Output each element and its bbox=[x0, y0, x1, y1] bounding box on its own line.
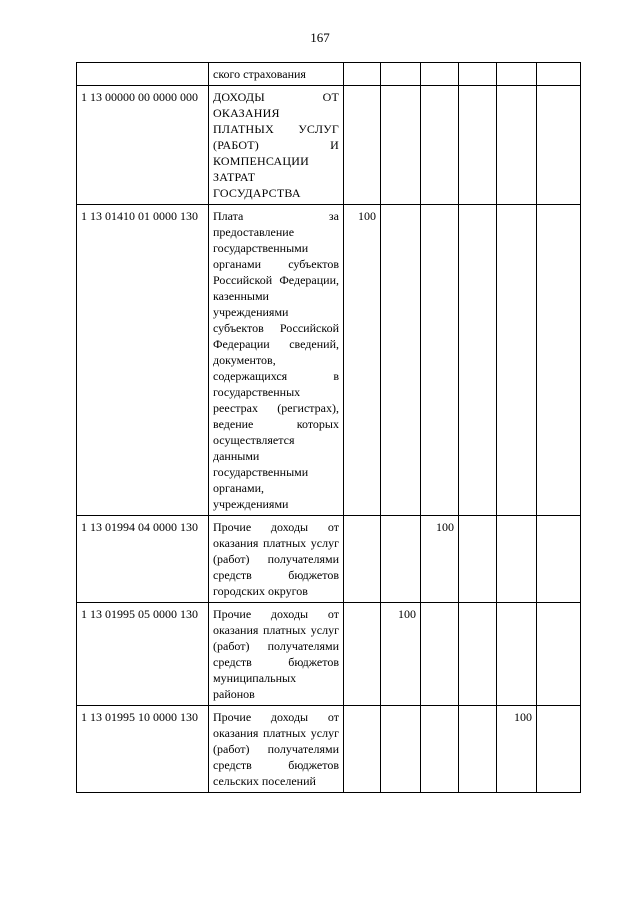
row-name-cell bbox=[209, 86, 344, 205]
row-value-cell bbox=[421, 706, 459, 793]
row-name-text: ДОХОДЫ ОТ ОКАЗАНИЯ ПЛАТНЫХ УСЛУГ (РАБОТ) И КОМПЕНСАЦИИ ЗАТРАТ ГОСУДАРСТВА bbox=[213, 90, 339, 200]
row-value-cell bbox=[421, 205, 459, 516]
row-value-cell bbox=[459, 603, 497, 706]
row-value-cell bbox=[381, 516, 421, 603]
row-value-cell bbox=[344, 63, 381, 86]
row-value-cell bbox=[421, 86, 459, 205]
row-value-cell bbox=[537, 63, 581, 86]
row-code-cell: 1 13 01995 05 0000 130 bbox=[77, 603, 209, 706]
table-body bbox=[77, 63, 581, 793]
row-name-text: Прочие доходы от оказания платных услуг (работ) получателями средств бюджетов муниципальных районов bbox=[213, 607, 339, 701]
table-row bbox=[77, 205, 581, 516]
row-value-cell bbox=[381, 86, 421, 205]
row-name-text: Плата за предоставление государственными органами субъектов Российской Федерации, казенными учреждениями субъектов Российской Федерации сведений, документов, содержащихся в государственных реестрах (регистрах), ведение которых осуществляется данными государственными органами, учреждениями bbox=[213, 209, 339, 511]
table-row bbox=[77, 63, 581, 86]
row-value-cell bbox=[537, 706, 581, 793]
row-value-cell bbox=[381, 63, 421, 86]
row-name-text: Прочие доходы от оказания платных услуг (работ) получателями средств бюджетов сельских поселений bbox=[213, 710, 339, 788]
row-value-cell bbox=[421, 63, 459, 86]
row-name-text: Прочие доходы от оказания платных услуг (работ) получателями средств бюджетов городских округов bbox=[213, 520, 339, 598]
row-name-cell bbox=[209, 603, 344, 706]
row-name-cell bbox=[209, 205, 344, 516]
row-code-cell: 1 13 01995 10 0000 130 bbox=[77, 706, 209, 793]
row-value-cell bbox=[459, 86, 497, 205]
row-value-cell bbox=[459, 63, 497, 86]
row-value-cell bbox=[537, 205, 581, 516]
row-name-cell bbox=[209, 706, 344, 793]
row-value-cell bbox=[537, 516, 581, 603]
row-value-cell bbox=[381, 205, 421, 516]
row-value-cell bbox=[497, 516, 537, 603]
row-value-cell bbox=[459, 706, 497, 793]
row-value-cell: 100 bbox=[421, 516, 459, 603]
row-value-cell bbox=[537, 86, 581, 205]
row-value-cell bbox=[421, 603, 459, 706]
row-value-cell bbox=[344, 86, 381, 205]
row-value-cell bbox=[459, 516, 497, 603]
row-value-cell bbox=[497, 603, 537, 706]
page-number: 167 bbox=[310, 30, 330, 45]
row-code-cell bbox=[77, 63, 209, 86]
row-value-cell bbox=[459, 205, 497, 516]
budget-classification-table bbox=[76, 62, 581, 793]
row-value-cell: 100 bbox=[344, 205, 381, 516]
row-value-cell bbox=[344, 706, 381, 793]
table-row bbox=[77, 516, 581, 603]
row-value-cell: 100 bbox=[497, 706, 537, 793]
row-value-cell bbox=[497, 205, 537, 516]
table-row bbox=[77, 86, 581, 205]
row-value-cell: 100 bbox=[381, 603, 421, 706]
table-row bbox=[77, 706, 581, 793]
row-name-cell bbox=[209, 63, 344, 86]
row-value-cell bbox=[381, 706, 421, 793]
row-value-cell bbox=[537, 603, 581, 706]
row-value-cell bbox=[344, 516, 381, 603]
row-value-cell bbox=[497, 86, 537, 205]
row-name-cell bbox=[209, 516, 344, 603]
row-code-cell: 1 13 01410 01 0000 130 bbox=[77, 205, 209, 516]
row-code-cell: 1 13 00000 00 0000 000 bbox=[77, 86, 209, 205]
table-row bbox=[77, 603, 581, 706]
row-name-text: ского страхования bbox=[213, 67, 306, 81]
row-code-cell: 1 13 01994 04 0000 130 bbox=[77, 516, 209, 603]
row-value-cell bbox=[497, 63, 537, 86]
row-value-cell bbox=[344, 603, 381, 706]
